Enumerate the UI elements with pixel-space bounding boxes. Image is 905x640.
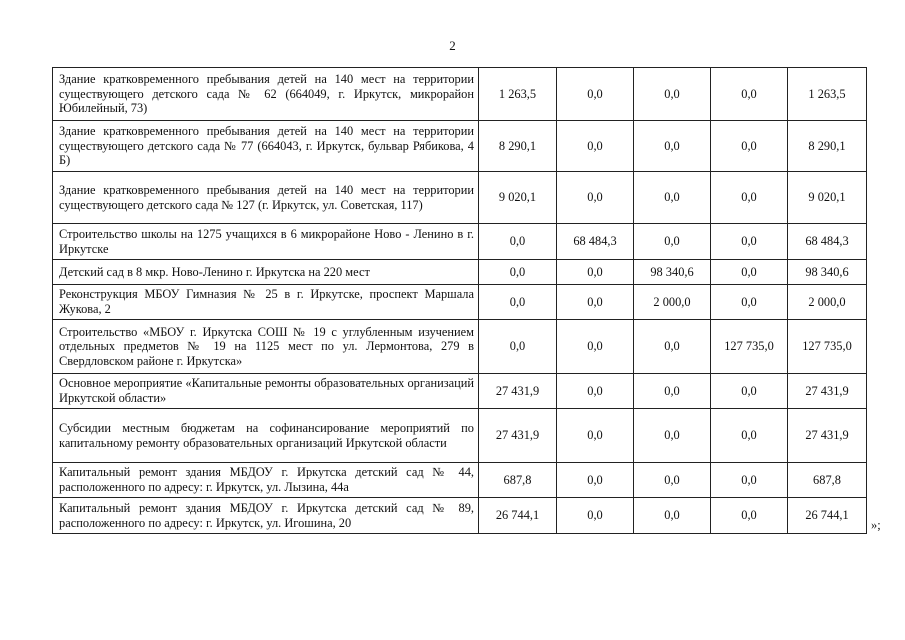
value-cell: 0,0 (557, 498, 634, 534)
value-cell: 0,0 (634, 68, 711, 121)
value-cell: 27 431,9 (479, 409, 557, 463)
table-row (53, 463, 867, 498)
value-cell: 0,0 (479, 320, 557, 374)
value-cell: 0,0 (711, 285, 788, 320)
value-cell: 0,0 (711, 463, 788, 498)
value-cell: 68 484,3 (788, 224, 867, 260)
value-cell: 0,0 (557, 68, 634, 121)
value-cell: 8 290,1 (788, 121, 867, 172)
value-cell: 0,0 (479, 285, 557, 320)
table-row (53, 285, 867, 320)
value-cell: 0,0 (711, 374, 788, 409)
value-cell: 1 263,5 (788, 68, 867, 121)
value-cell: 0,0 (634, 374, 711, 409)
value-cell: 0,0 (557, 320, 634, 374)
page-number: 2 (449, 38, 456, 53)
value-cell: 0,0 (634, 463, 711, 498)
value-cell: 98 340,6 (788, 260, 867, 285)
budget-table (52, 67, 867, 534)
value-cell: 2 000,0 (788, 285, 867, 320)
table-row (53, 374, 867, 409)
value-cell: 0,0 (557, 260, 634, 285)
value-cell: 0,0 (634, 224, 711, 260)
value-cell: 0,0 (634, 409, 711, 463)
value-cell: 0,0 (479, 260, 557, 285)
row-name: Здание кратковременного пребывания детей на 140 мест на территории существующего детского сада № 62 (664049, г. Иркутск, микрорайон Юбилейный, 73) (53, 68, 479, 121)
table-row (53, 260, 867, 285)
value-cell: 68 484,3 (557, 224, 634, 260)
row-name: Строительство школы на 1275 учащихся в 6 микрорайоне Ново - Ленино в г. Иркутске (53, 224, 479, 260)
value-cell: 27 431,9 (479, 374, 557, 409)
value-cell: 0,0 (634, 121, 711, 172)
value-cell: 8 290,1 (479, 121, 557, 172)
value-cell: 0,0 (711, 224, 788, 260)
value-cell: 0,0 (711, 172, 788, 224)
value-cell: 26 744,1 (479, 498, 557, 534)
row-name: Детский сад в 8 мкр. Ново-Ленино г. Иркутска на 220 мест (53, 260, 479, 285)
value-cell: 0,0 (557, 285, 634, 320)
value-cell: 0,0 (557, 374, 634, 409)
value-cell: 2 000,0 (634, 285, 711, 320)
table-row (53, 68, 867, 121)
value-cell: 0,0 (711, 121, 788, 172)
value-cell: 0,0 (711, 498, 788, 534)
row-name: Реконструкция МБОУ Гимназия № 25 в г. Иркутске, проспект Маршала Жукова, 2 (53, 285, 479, 320)
value-cell: 0,0 (634, 498, 711, 534)
value-cell: 0,0 (634, 172, 711, 224)
value-cell: 0,0 (557, 463, 634, 498)
value-cell: 26 744,1 (788, 498, 867, 534)
value-cell: 1 263,5 (479, 68, 557, 121)
value-cell: 98 340,6 (634, 260, 711, 285)
table-row (53, 172, 867, 224)
closing-quote-mark: »; (871, 518, 881, 532)
row-name: Строительство «МБОУ г. Иркутска СОШ № 19 с углубленным изучением отдельных предметов № 19 на 1125 мест по ул. Лермонтова, 279 в Свердловском районе г. Иркутска» (53, 320, 479, 374)
row-name: Здание кратковременного пребывания детей на 140 мест на территории существующего детского сада № 77 (664043, г. Иркутск, бульвар Рябикова, 4 Б) (53, 121, 479, 172)
row-name: Субсидии местным бюджетам на софинансирование мероприятий по капитальному ремонту образовательных организаций Иркутской области (53, 409, 479, 463)
value-cell: 9 020,1 (788, 172, 867, 224)
value-cell: 27 431,9 (788, 409, 867, 463)
value-cell: 127 735,0 (788, 320, 867, 374)
value-cell: 9 020,1 (479, 172, 557, 224)
value-cell: 0,0 (711, 260, 788, 285)
value-cell: 0,0 (557, 409, 634, 463)
value-cell: 0,0 (557, 121, 634, 172)
value-cell: 0,0 (634, 320, 711, 374)
table-row (53, 498, 867, 534)
value-cell: 687,8 (788, 463, 867, 498)
value-cell: 0,0 (557, 172, 634, 224)
row-name: Капитальный ремонт здания МБДОУ г. Иркутска детский сад № 44, расположенного по адресу: г. Иркутск, ул. Лызина, 44а (53, 463, 479, 498)
value-cell: 127 735,0 (711, 320, 788, 374)
table-row (53, 121, 867, 172)
value-cell: 27 431,9 (788, 374, 867, 409)
value-cell: 0,0 (711, 409, 788, 463)
table-row (53, 409, 867, 463)
value-cell: 687,8 (479, 463, 557, 498)
row-name: Здание кратковременного пребывания детей на 140 мест на территории существующего детского сада № 127 (г. Иркутск, ул. Советская, 117) (53, 172, 479, 224)
value-cell: 0,0 (711, 68, 788, 121)
table-row (53, 224, 867, 260)
table-row (53, 320, 867, 374)
row-name: Капитальный ремонт здания МБДОУ г. Иркутска детский сад № 89, расположенного по адресу: г. Иркутск, ул. Игошина, 20 (53, 498, 479, 534)
value-cell: 0,0 (479, 224, 557, 260)
row-name: Основное мероприятие «Капитальные ремонты образовательных организаций Иркутской области» (53, 374, 479, 409)
